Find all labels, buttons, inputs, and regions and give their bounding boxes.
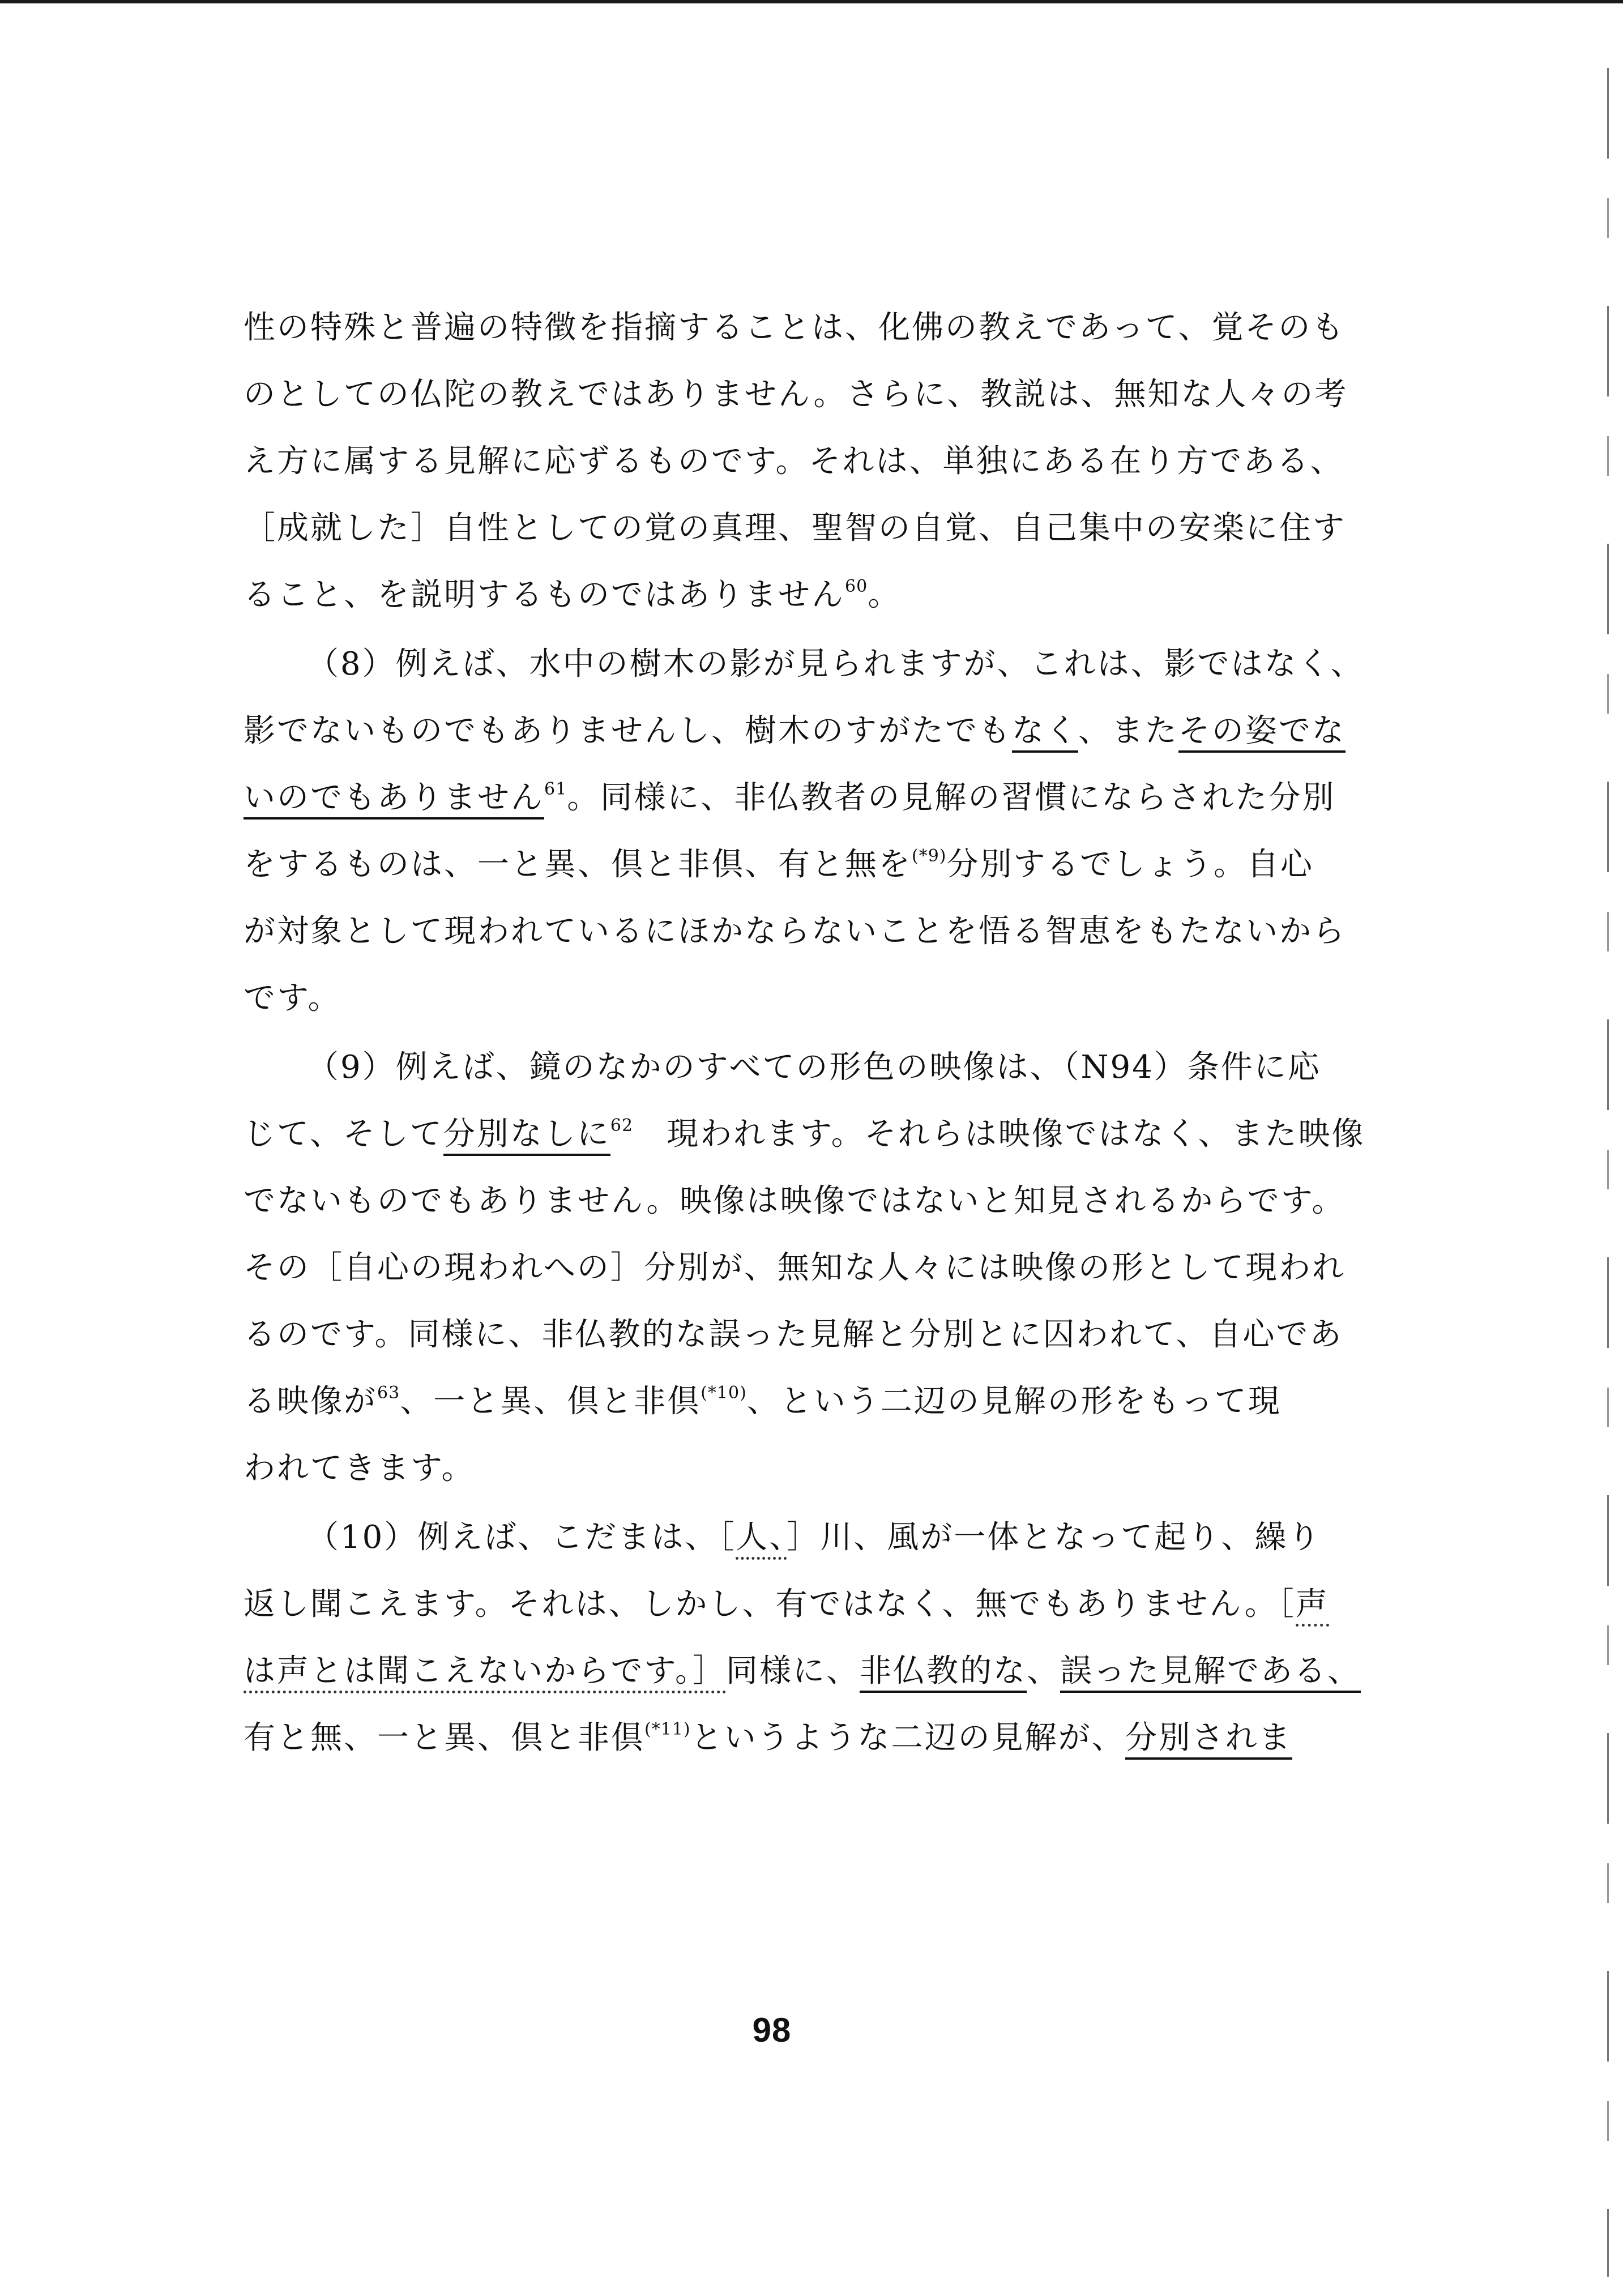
text-line: じて、そして分別なしに$^{62}$ 現われます。それらは映像ではなく、また映像 — [244, 1101, 1302, 1168]
page-number: 98 — [752, 2011, 792, 2049]
text-line: る映像が$^{63}$、一と異、倶と非倶$^{(*10)}$、という二辺の見解の形をもって現 — [244, 1383, 1282, 1420]
page-body — [244, 295, 1365, 1772]
note-marker: (*10) — [701, 1383, 747, 1403]
footnote-ref: 62 — [610, 1116, 634, 1136]
footnote-ref: 60 — [845, 577, 868, 596]
text-line: ること、を説明するものではありません$^{60}$。 — [244, 577, 902, 613]
dotted-underlined-text: は声とは聞こえないからです。］ — [244, 1653, 726, 1693]
underlined-text: 非仏教的な — [860, 1653, 1027, 1693]
text-line: るのです。同様に、非仏教的な誤った見解と分別とに囚われて、自心であ — [244, 1316, 1343, 1353]
text-line: 性の特殊と普遍の特徴を指摘することは、化佛の教えであって、覚そのも — [244, 309, 1346, 346]
dotted-underlined-text: 人、 — [736, 1519, 787, 1560]
text-line: いのでもありません$^{61}$。同様に、非仏教者の見解の習慣にならされた分別 — [244, 765, 1302, 831]
text-line: です。 — [244, 980, 341, 1017]
footnote-ref: 61 — [544, 779, 567, 799]
underlined-text: 分別されま — [1125, 1719, 1292, 1760]
footnote-ref: 63 — [377, 1383, 400, 1403]
dotted-underlined-text: 声 — [1296, 1586, 1329, 1627]
underlined-text: なく — [1012, 712, 1078, 753]
underlined-text: その姿でな — [1178, 712, 1346, 753]
text-line: 返し聞こえます。それは、しかし、有ではなく、無でもありません。［声 — [244, 1571, 1302, 1638]
note-marker: (*11) — [644, 1719, 691, 1739]
underlined-text: いのでもありません — [244, 779, 544, 820]
scan-edge-line — [1607, 68, 1609, 2277]
underlined-text: 分別なしに — [443, 1116, 610, 1156]
text-line: 有と無、一と異、倶と非倶$^{(*11)}$というような二辺の見解が、分別されま — [244, 1705, 1302, 1772]
text-line: その［自心の現われへの］分別が、無知な人々には映像の形として現われ — [244, 1249, 1346, 1286]
top-border-rule — [0, 0, 1623, 3]
text-line: は声とは聞こえないからです。］同様に、非仏教的な、誤った見解である、 — [244, 1638, 1302, 1705]
text-line: のとしての仏陀の教えではありません。さらに、教説は、無知な人々の考 — [244, 376, 1348, 413]
text-line: でないものでもありません。映像は映像ではないと知見されるからです。 — [244, 1183, 1346, 1219]
note-marker: (*9) — [912, 846, 947, 866]
paragraph-10-start: （10）例えば、こだまは、［人、］川、風が一体となって起り、繰り — [244, 1504, 1302, 1571]
text-line: ［成就した］自性としての覚の真理、聖智の自覚、自己集中の安楽に住す — [244, 510, 1346, 547]
underlined-text: 誤った見解である、 — [1060, 1653, 1361, 1693]
text-line: をするものは、一と異、倶と非倶、有と無を$^{(*9)}$分別するでしょう。自心 — [244, 846, 1314, 883]
text-line: え方に属する見解に応ずるものです。それは、単独にある在り方である、 — [244, 443, 1344, 480]
text-line: われてきます。 — [244, 1450, 475, 1487]
paragraph-8-start: （8）例えば、水中の樹木の影が見られますが、これは、影ではなく、 — [307, 646, 1364, 682]
text-line: が対象として現われているにほかならないことを悟る智恵をもたないから — [244, 913, 1346, 950]
text-line: 影でないものでもありませんし、樹木のすがたでもなく、またその姿でな — [244, 698, 1302, 765]
paragraph-9-start: （9）例えば、鏡のなかのすべての形色の映像は、（N94）条件に応 — [307, 1049, 1321, 1086]
